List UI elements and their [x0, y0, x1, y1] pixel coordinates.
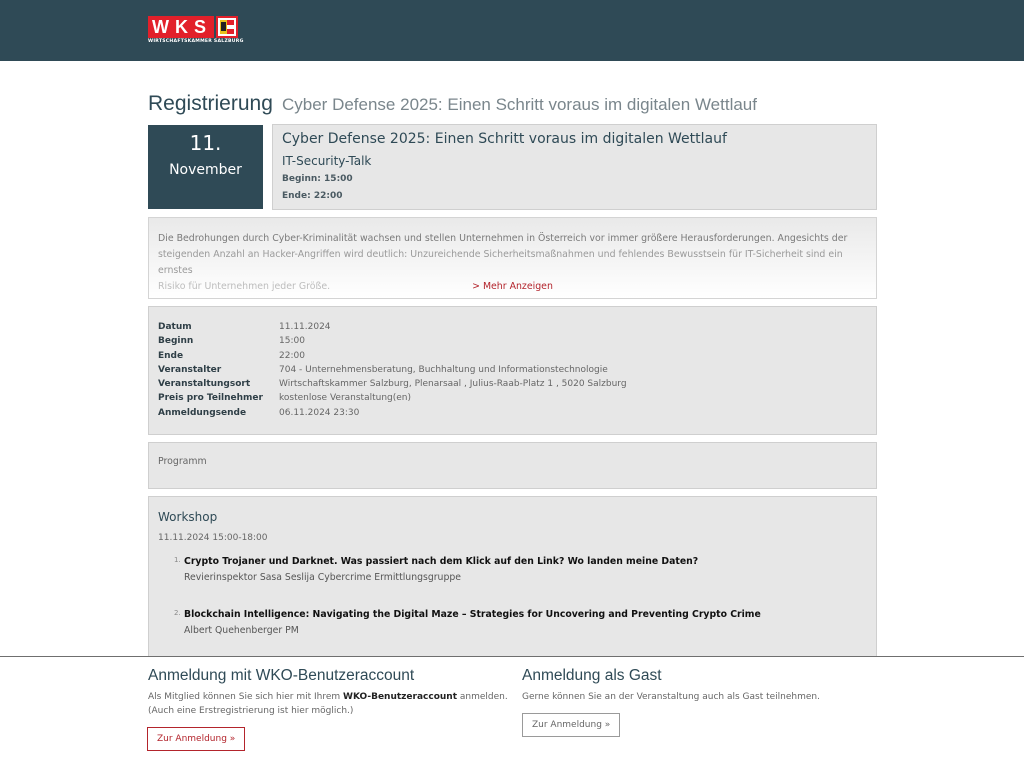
- detail-label: Datum: [158, 322, 192, 332]
- event-description: [148, 217, 877, 299]
- agenda-item-speaker: Albert Quehenberger PM: [184, 625, 299, 636]
- detail-value: 11.11.2024: [279, 322, 331, 332]
- event-summary: [272, 124, 877, 210]
- workshop-agenda-list: [158, 555, 867, 638]
- event-day: 11.: [189, 131, 222, 155]
- guest-login-section: [522, 666, 882, 704]
- workshop-title: Workshop: [158, 510, 218, 524]
- programm-label: Programm: [158, 456, 207, 467]
- logo-subtitle: WIRTSCHAFTSKAMMER SALZBURG: [148, 39, 244, 44]
- detail-label: Veranstaltungsort: [158, 379, 251, 390]
- detail-row: [158, 320, 867, 334]
- detail-value: 15:00: [279, 336, 305, 347]
- programm-section: [148, 442, 877, 489]
- agenda-item-speaker: Revierinspektor Sasa Seslija Cybercrime Ermittlungsgruppe: [184, 572, 461, 583]
- wks-logo[interactable]: [148, 16, 244, 45]
- workshop-datetime: 11.11.2024 15:00-18:00: [158, 533, 268, 543]
- detail-label: Beginn: [158, 336, 194, 347]
- guest-login-text: Gerne können Sie an der Veranstaltung auch als Gast teilnehmen.: [522, 692, 820, 702]
- member-login-section: [148, 666, 508, 718]
- detail-label: Veranstalter: [158, 364, 222, 375]
- description-line: Die Bedrohungen durch Cyber-Kriminalität wachsen und stellen Unternehmen in Österreich vor immer größere Herausforderungen. Angesichts der: [158, 233, 848, 244]
- agenda-item: [158, 608, 867, 638]
- event-begin: Beginn: 15:00: [282, 174, 353, 184]
- description-line: steigenden Anzahl an Hacker-Angriffen wird deutlich: Unzureichende Sicherheitsmaßnahmen und fehlendes Bewusstsein für IT-Sicherheit sind ein ernstes: [158, 249, 843, 276]
- top-header-bar: [0, 0, 1024, 61]
- detail-label: Ende: [158, 350, 184, 361]
- detail-value: kostenlose Veranstaltung(en): [279, 393, 412, 404]
- detail-value: Wirtschaftskammer Salzburg, Plenarsaal , Julius-Raab-Platz 1 , 5020 Salzburg: [279, 379, 627, 390]
- workshop-section: [148, 496, 877, 668]
- agenda-item: [158, 555, 867, 585]
- page-title-subtitle: Cyber Defense 2025: Einen Schritt voraus im digitalen Wettlauf: [282, 95, 757, 114]
- detail-value: 22:00: [279, 350, 305, 361]
- salzburg-crest-icon: [216, 16, 238, 38]
- guest-login-heading: Anmeldung als Gast: [522, 667, 662, 684]
- agenda-item-number: 2.: [174, 609, 181, 617]
- detail-row: [158, 406, 867, 420]
- detail-value: 06.11.2024 23:30: [279, 407, 360, 418]
- login-panel: [0, 656, 1024, 768]
- detail-label: Preis pro Teilnehmer: [158, 393, 263, 404]
- detail-row: [158, 363, 867, 377]
- detail-row: [158, 377, 867, 391]
- page-title-main: Registrierung: [148, 92, 273, 115]
- event-end: Ende: 22:00: [282, 191, 343, 201]
- description-line: Risiko für Unternehmen jeder Größe.: [158, 281, 331, 292]
- agenda-item-title: Blockchain Intelligence: Navigating the Digital Maze – Strategies for Uncovering and Preventing Crypto Crime: [184, 609, 761, 620]
- page-title: [148, 92, 757, 116]
- detail-row: [158, 391, 867, 405]
- logo-wordmark: WKS: [148, 16, 214, 38]
- event-date-box: [148, 125, 263, 209]
- event-details-table: [148, 306, 877, 435]
- detail-value: 704 - Unternehmensberatung, Buchhaltung und Informationstechnologie: [279, 364, 608, 375]
- detail-row: [158, 334, 867, 348]
- event-title: Cyber Defense 2025: Einen Schritt voraus im digitalen Wettlauf: [282, 131, 727, 147]
- agenda-item-number: 1.: [174, 556, 181, 564]
- detail-row: [158, 349, 867, 363]
- event-type: IT-Security-Talk: [282, 154, 372, 168]
- member-login-text: Als Mitglied können Sie sich hier mit Ihrem WKO-Benutzeraccount anmelden. (Auch eine Erstregistrierung ist hier möglich.): [148, 692, 508, 716]
- event-month: November: [169, 162, 242, 178]
- show-more-link[interactable]: > Mehr Anzeigen: [472, 281, 553, 292]
- agenda-item-title: Crypto Trojaner und Darknet. Was passiert nach dem Klick auf den Link? Wo landen meine Daten?: [184, 556, 699, 567]
- detail-label: Anmeldungsende: [158, 407, 247, 418]
- member-login-button[interactable]: Zur Anmeldung »: [147, 727, 245, 751]
- member-login-heading: Anmeldung mit WKO-Benutzeraccount: [148, 667, 415, 684]
- guest-login-button[interactable]: Zur Anmeldung »: [522, 713, 620, 737]
